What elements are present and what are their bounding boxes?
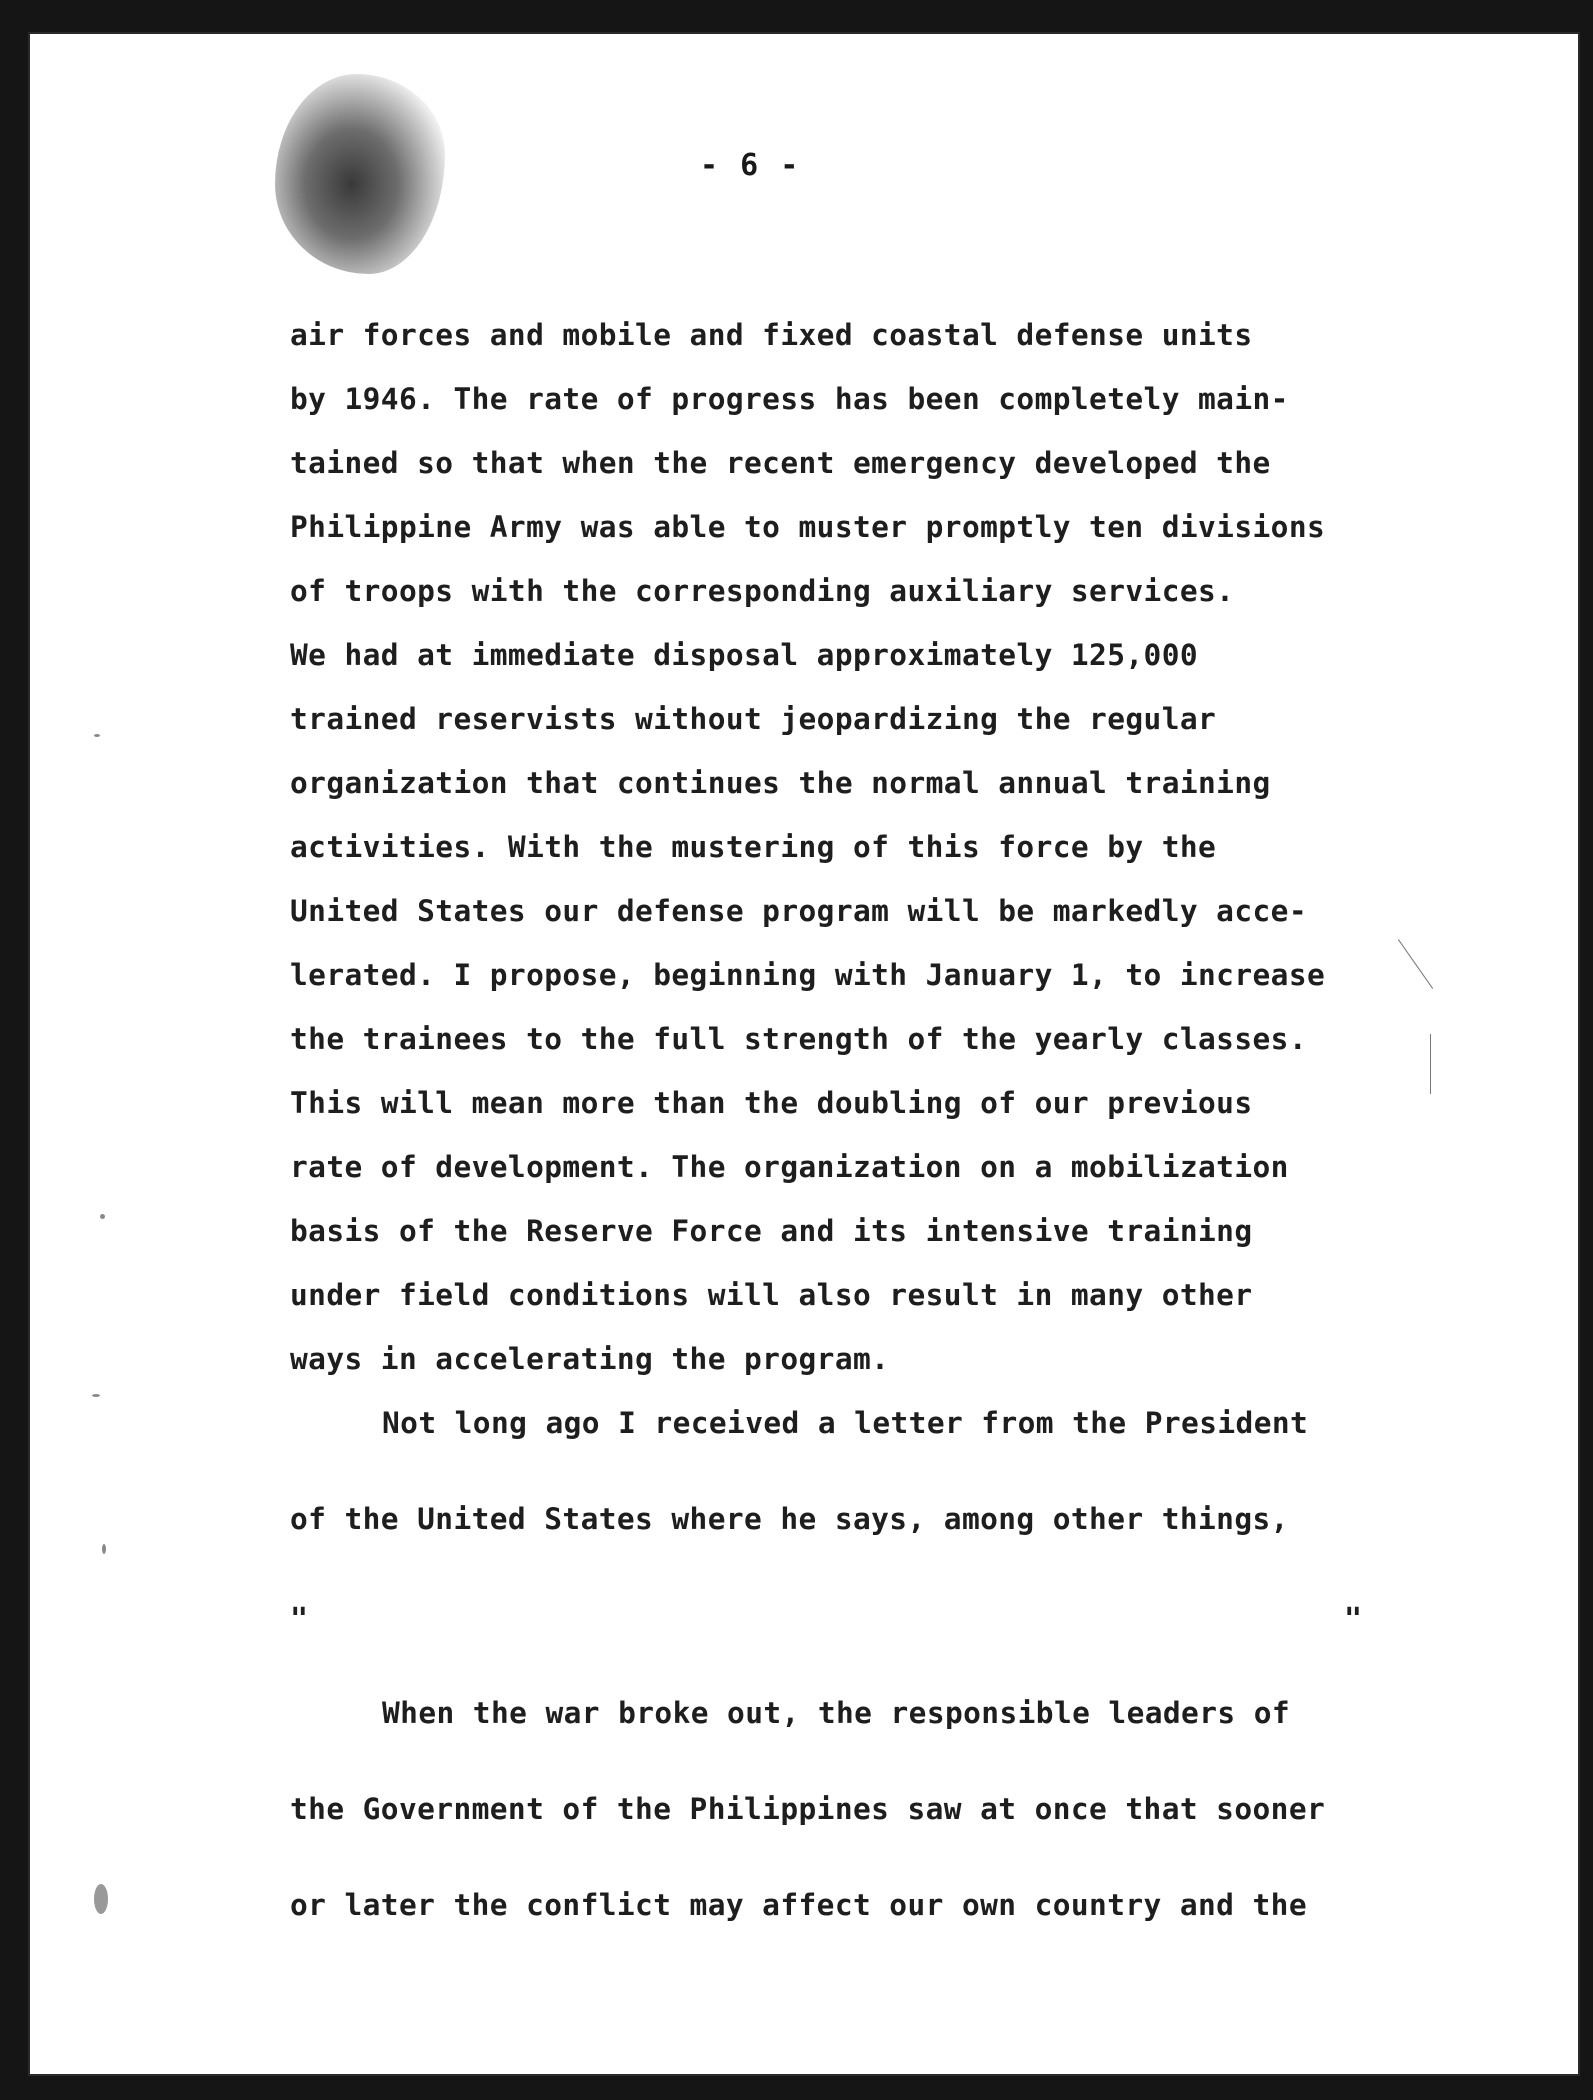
closing-quote-mark: " bbox=[1344, 1602, 1363, 1637]
text-line: lerated. I propose, beginning with January 1, to increase bbox=[290, 958, 1326, 992]
text-line: of troops with the corresponding auxiliary services. bbox=[290, 574, 1235, 608]
text-line: the Government of the Philippines saw at once that sooner bbox=[290, 1792, 1326, 1826]
text-line: ways in accelerating the program. bbox=[290, 1342, 890, 1376]
pen-stroke bbox=[1398, 939, 1433, 989]
text-line: United States our defense program will be markedly acce- bbox=[290, 894, 1307, 928]
text-line: under field conditions will also result in many other bbox=[290, 1278, 1253, 1312]
pen-stroke bbox=[1430, 1034, 1431, 1094]
text-line: or later the conflict may affect our own country and the bbox=[290, 1888, 1307, 1922]
text-line: tained so that when the recent emergency developed the bbox=[290, 446, 1271, 480]
text-line: We had at immediate disposal approximately 125,000 bbox=[290, 638, 1199, 672]
text-line: basis of the Reserve Force and its intensive training bbox=[290, 1214, 1253, 1248]
text-line: organization that continues the normal annual training bbox=[290, 766, 1271, 800]
text-line: of the United States where he says, among other things, bbox=[290, 1502, 1289, 1536]
text-line: rate of development. The organization on a mobilization bbox=[290, 1150, 1289, 1184]
text-line: When the war broke out, the responsible leaders of bbox=[382, 1696, 1291, 1730]
opening-quote-mark: " bbox=[290, 1602, 309, 1637]
margin-specks bbox=[90, 734, 120, 2034]
text-line: air forces and mobile and fixed coastal defense units bbox=[290, 318, 1253, 352]
text-line: activities. With the mustering of this force by the bbox=[290, 830, 1217, 864]
text-line: This will mean more than the doubling of our previous bbox=[290, 1086, 1253, 1120]
ink-smudge bbox=[275, 74, 445, 274]
text-line: trained reservists without jeopardizing the regular bbox=[290, 702, 1217, 736]
text-line: Not long ago I received a letter from the President bbox=[382, 1406, 1309, 1440]
text-line: the trainees to the full strength of the yearly classes. bbox=[290, 1022, 1307, 1056]
page-number: - 6 - bbox=[700, 148, 801, 183]
text-line: Philippine Army was able to muster promptly ten divisions bbox=[290, 510, 1326, 544]
text-line: by 1946. The rate of progress has been completely main- bbox=[290, 382, 1289, 416]
